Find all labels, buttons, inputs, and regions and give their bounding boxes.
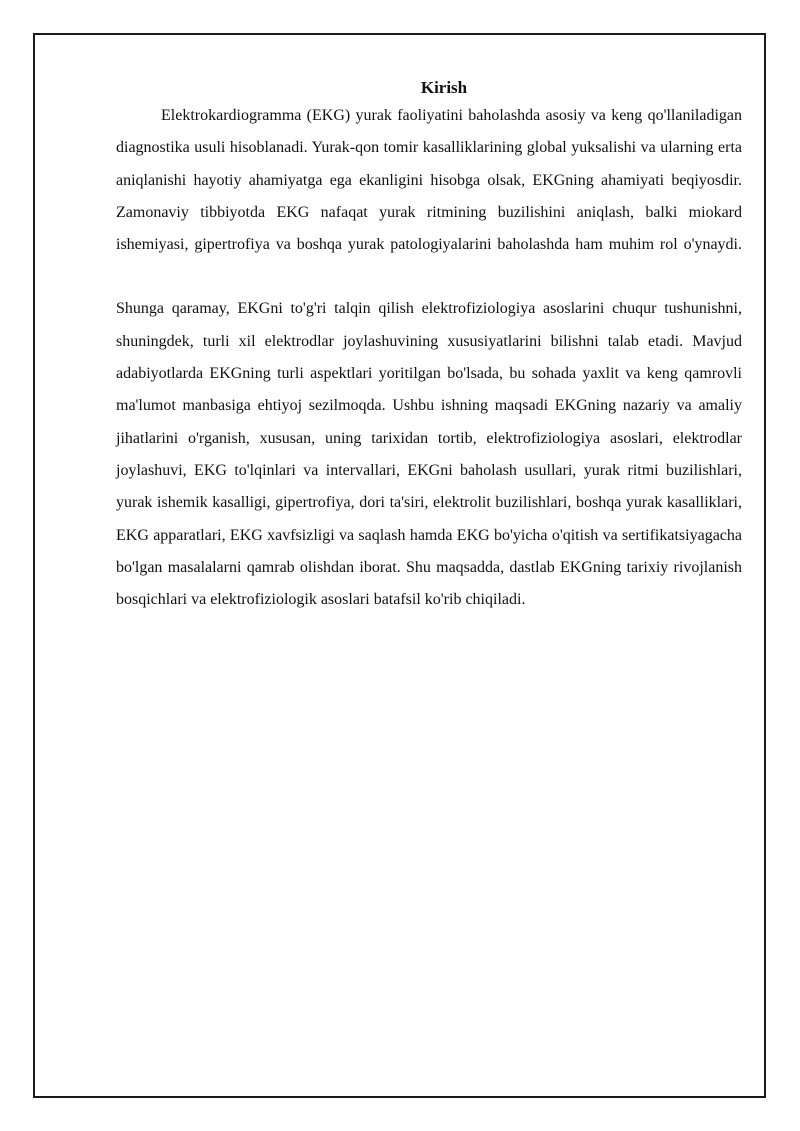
paragraph-spacer	[116, 261, 742, 293]
paragraph-main: Shunga qaramay, EKGni to'g'ri talqin qilish elektrofiziologiya asoslarini chuqur tushunishni, shuningdek, turli xil elektrodlar joylashuvining xususiyatlarini bilishni talab etadi. Mavjud adabiyotlarda EKGning turli aspektlari yoritilgan bo'lsada, bu sohada yaxlit va keng qamrovli ma'lumot manbasiga ehtiyoj sezilmoqda. Ushbu ishning maqsadi EKGning nazariy va amaliy jihatlarini o'rganish, xususan, uning tarixidan tortib, elektrofiziologiya asoslari, elektrodlar joylashuvi, EKG to'lqinlari va intervallari, EKGni baholash usullari, yurak ritmi buzilishlari, yurak ishemik kasalligi, gipertrofiya, dori ta'siri, elektrolit buzilishlari, boshqa yurak kasalliklari, EKG apparatlari, EKG xavfsizligi va saqlash hamda EKG bo'yicha o'qitish va sertifikatsiyagacha bo'lgan masalalarni qamrab olishdan iborat. Shu maqsadda, dastlab EKGning tarixiy rivojlanish bosqichlari va elektrofiziologik asoslari batafsil ko'rib chiqiladi.	[116, 300, 742, 609]
section-title: Kirish	[420, 78, 468, 97]
document-body	[116, 76, 742, 616]
paragraph-intro: Elektrokardiogramma (EKG) yurak faoliyatini baholashda asosiy va keng qo'llaniladigan diagnostika usuli hisoblanadi. Yurak-qon tomir kasalliklarining global yuksalishi va ularning erta aniqlanishi hayotiy ahamiyatga ega ekanligini hisobga olsak, EKGning ahamiyati beqiyosdir. Zamonaviy tibbiyotda EKG nafaqat yurak ritmining buzilishini aniqlash, balki miokard ishemiyasi, gipertrofiya va boshqa yurak patologiyalarini baholashda ham muhim rol o'ynaydi.	[116, 107, 742, 254]
